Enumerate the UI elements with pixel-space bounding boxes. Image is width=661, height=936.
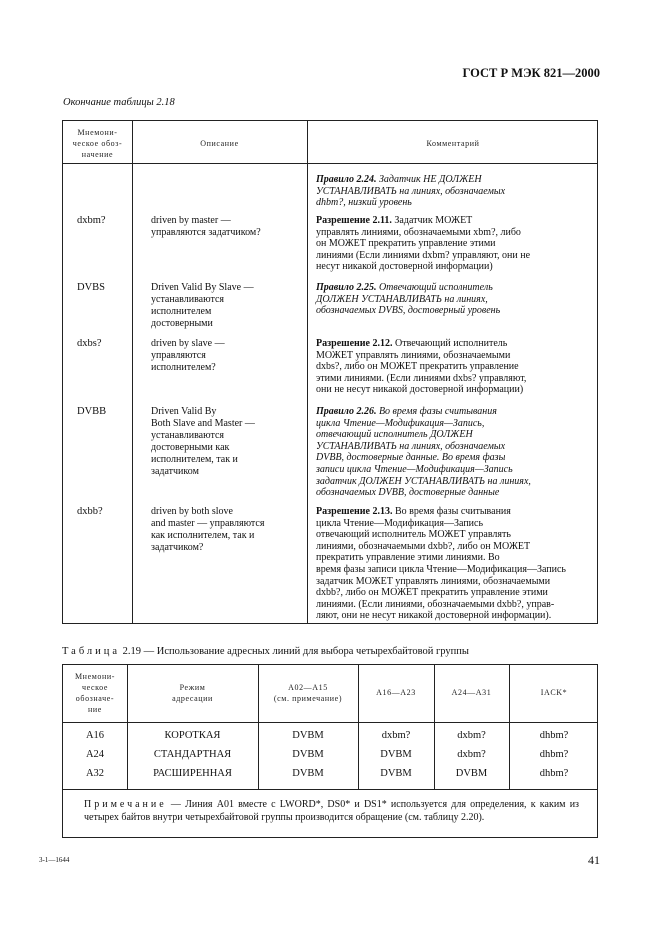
table-cell: dxbm? [457,730,486,741]
col-header-iack: IACK* [540,688,568,697]
table-row-comment: Разрешение 2.12. Отвечающий исполнитель МОЖЕТ управлять линиями, обозначаемыми dxbs?, либо он МОЖЕТ прекратить управление этими линиями. (Если линиями dxbs? управляют, они не несут никакой достоверной информации) [316,338,527,396]
col-header-comment: Комментарий [426,139,480,148]
table-note: Примечание — Линия А01 вместе с LWORD*, DS0* и DS1* используется для определения, к каким из четырех байтов внутри четырехбайтовой группы производится обращение (см. таблицу 2.20). [84,799,579,823]
col-header-mnemonic: Мнемони- ческое обозначе- ние [74,672,116,714]
table-row-comment: Правило 2.24. Задатчик НЕ ДОЛЖЕН УСТАНАВЛИВАТЬ на линиях, обозначаемых dhbm?, низкий уровень [316,174,506,209]
table-cell: DVBM [380,768,412,779]
col-header-mode: Режим адресации [172,683,213,703]
table-row-mnemonic: dxbm? [77,215,106,226]
col-header-mnemonic: Мнемони- ческое обоз- начение [72,128,123,159]
table-cell: КОРОТКАЯ [164,730,221,741]
table-2-18 [62,120,598,624]
table-cell: dhbm? [539,749,569,760]
table-row-comment: Разрешение 2.13. Во время фазы считывания цикла Чтение—Модификация—Запись отвечающий исполнитель МОЖЕТ управлять линиями, обозначаемыми dxbb?, либо он МОЖЕТ прекратить управление этими линиями. Во время фазы записи цикла Чтение—Модификация—Запись задатчик МОЖЕТ управлять линиями, обозначаемыми dxbb?, либо он МОЖЕТ прекратить управление этими линиями. (Если линиями, обозначаемыми dxbb?, управ- ляют, они не несут никакой достоверной информации). [316,506,566,622]
table-cell: dxbm? [457,749,486,760]
table-row-comment: Правило 2.25. Отвечающий исполнитель ДОЛЖЕН УСТАНАВЛИВАТЬ на линиях, обозначаемых DVBS, достоверный уровень [316,282,501,317]
standard-header: ГОСТ Р МЭК 821—2000 [462,66,600,80]
table-row-mnemonic: dxbb? [77,506,103,517]
page-number: 41 [588,853,600,867]
table-row-description: Driven Valid By Slave — устанавливаются исполнителем достоверными [151,282,254,329]
table-row-description: driven by slave — управляются исполнителем? [151,338,225,373]
table-cell: DVBM [292,768,324,779]
table-cell: dxbm? [381,730,411,741]
table-row-comment: Разрешение 2.11. Задатчик МОЖЕТ управлять линиями, обозначаемыми xbm?, либо он МОЖЕТ прекратить управление этими линиями (Если линиями dxbm? управляют, они не несут никакой достоверной информации) [316,215,531,273]
table-row-comment: Правило 2.26. Во время фазы считывания цикла Чтение—Модификация—Запись, отвечающий исполнитель ДОЛЖЕН УСТАНАВЛИВАТЬ на линиях, обозначаемых DVBB, достоверные данные. Во время фазы записи цикла Чтение—Модификация—Запись задатчик ДОЛЖЕН УСТАНАВЛИВАТЬ на линиях, обозначаемых DVBB, достоверные данные [316,406,531,499]
table-cell: DVBM [455,768,488,779]
print-code: 3-1—1644 [39,856,70,864]
table-cell: А16 [85,730,105,741]
table-cell: СТАНДАРТНАЯ [153,749,232,760]
table-row-mnemonic: DVBB [77,406,107,417]
table-cell: dhbm? [539,730,569,741]
col-header-a16-a23: А16—А23 [376,688,416,697]
table-row-description: Driven Valid By Both Slave and Master — устанавливаются достоверными как исполнителем, так и задатчиком [151,406,255,477]
table-cell: DVBM [380,749,412,760]
table-row-description: driven by master — управляются задатчиком? [151,215,261,238]
table-cell: dhbm? [539,768,569,779]
table-cell: DVBM [292,749,324,760]
col-header-description: Описание [200,139,239,148]
table-row-mnemonic: dxbs? [77,338,102,349]
table-2-19 [62,664,598,838]
table-continuation-label: Окончание таблицы 2.18 [63,97,175,108]
table-cell: DVBM [292,730,324,741]
table-cell: А32 [85,768,105,779]
table-row-mnemonic: DVBS [77,282,106,293]
col-header-a24-a31: А24—А31 [451,688,492,697]
table-cell: А24 [85,749,105,760]
table-row-description: driven by both slove and master — управляются как исполнителем, так и задатчиком? [151,506,265,553]
table-2-19-caption: Таблица 2.19 — Использование адресных линий для выбора четырехбайтовой группы [62,646,469,657]
table-cell: РАСШИРЕННАЯ [153,768,232,779]
col-header-a02-a15: А02—А15 (см. примечание) [273,683,343,703]
